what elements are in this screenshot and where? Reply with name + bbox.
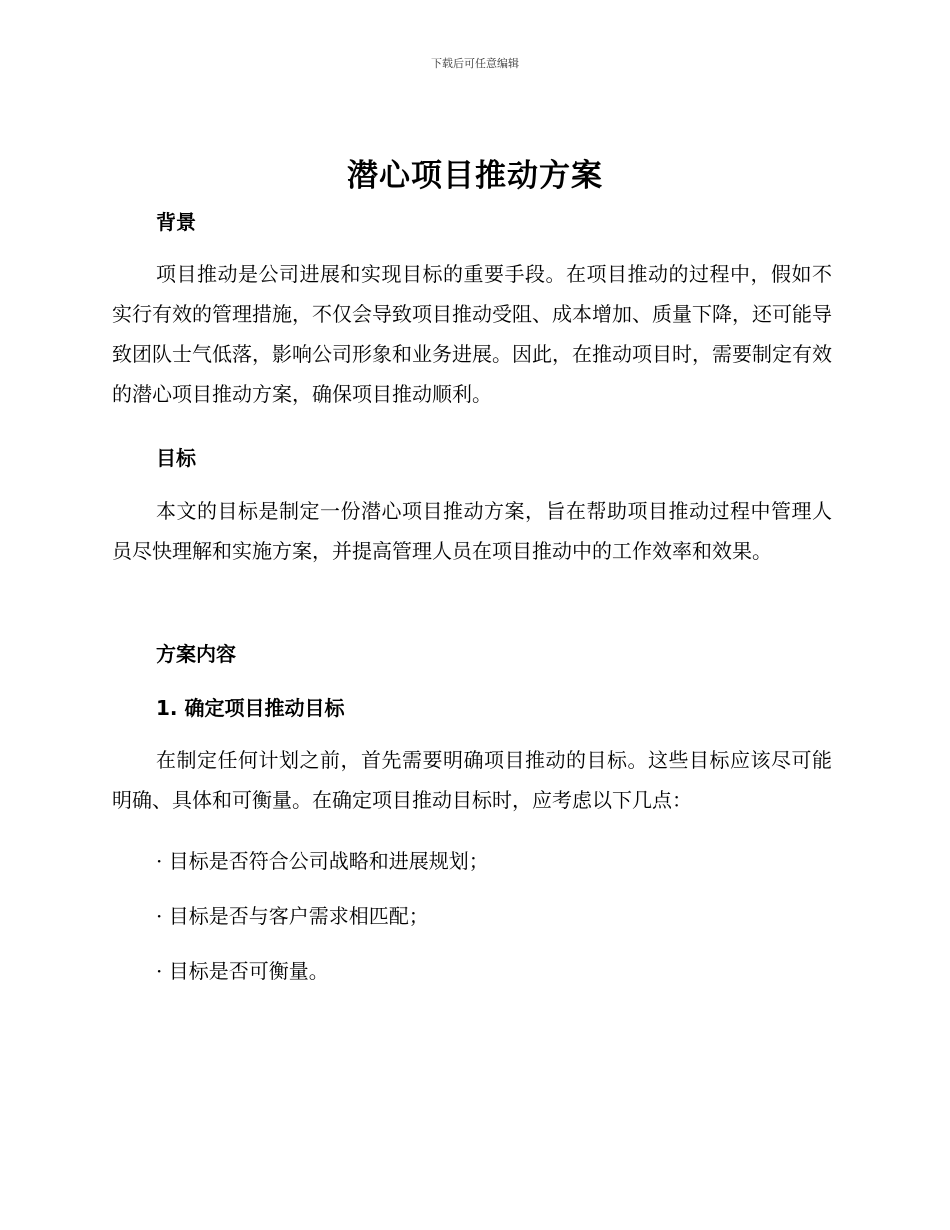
section-heading-goal: 目标 [156, 446, 196, 470]
document-title: 潜心项目推动方案 [347, 158, 603, 194]
paragraph-background: 项目推动是公司进展和实现目标的重要手段。在项目推动的过程中，假如不实行有效的管理措施，不仅会导致项目推动受阻、成本增加、质量下降，还可能导致团队士气低落，影响公司形象和业务进展。因此，在推动项目时，需要制定有效的潜心项目推动方案，确保项目推动顺利。 [112, 262, 832, 406]
paragraph-goal: 本文的目标是制定一份潜心项目推动方案，旨在帮助项目推动过程中管理人员尽快理解和实施方案，并提高管理人员在项目推动中的工作效率和效果。 [112, 499, 832, 563]
bullet-item: · 目标是否可衡量。 [156, 959, 329, 983]
paragraph-sub1: 在制定任何计划之前，首先需要明确项目推动的目标。这些目标应该尽可能明确、具体和可衡量。在确定项目推动目标时，应考虑以下几点： [112, 748, 832, 812]
header-note: 下载后可任意编辑 [431, 57, 519, 70]
bullet-item: · 目标是否与客户需求相匹配； [156, 904, 429, 928]
subsection-heading-1: 1. 确定项目推动目标 [156, 696, 345, 720]
section-heading-content: 方案内容 [156, 642, 236, 666]
section-heading-background: 背景 [156, 210, 196, 234]
bullet-item: · 目标是否符合公司战略和进展规划； [156, 849, 489, 873]
